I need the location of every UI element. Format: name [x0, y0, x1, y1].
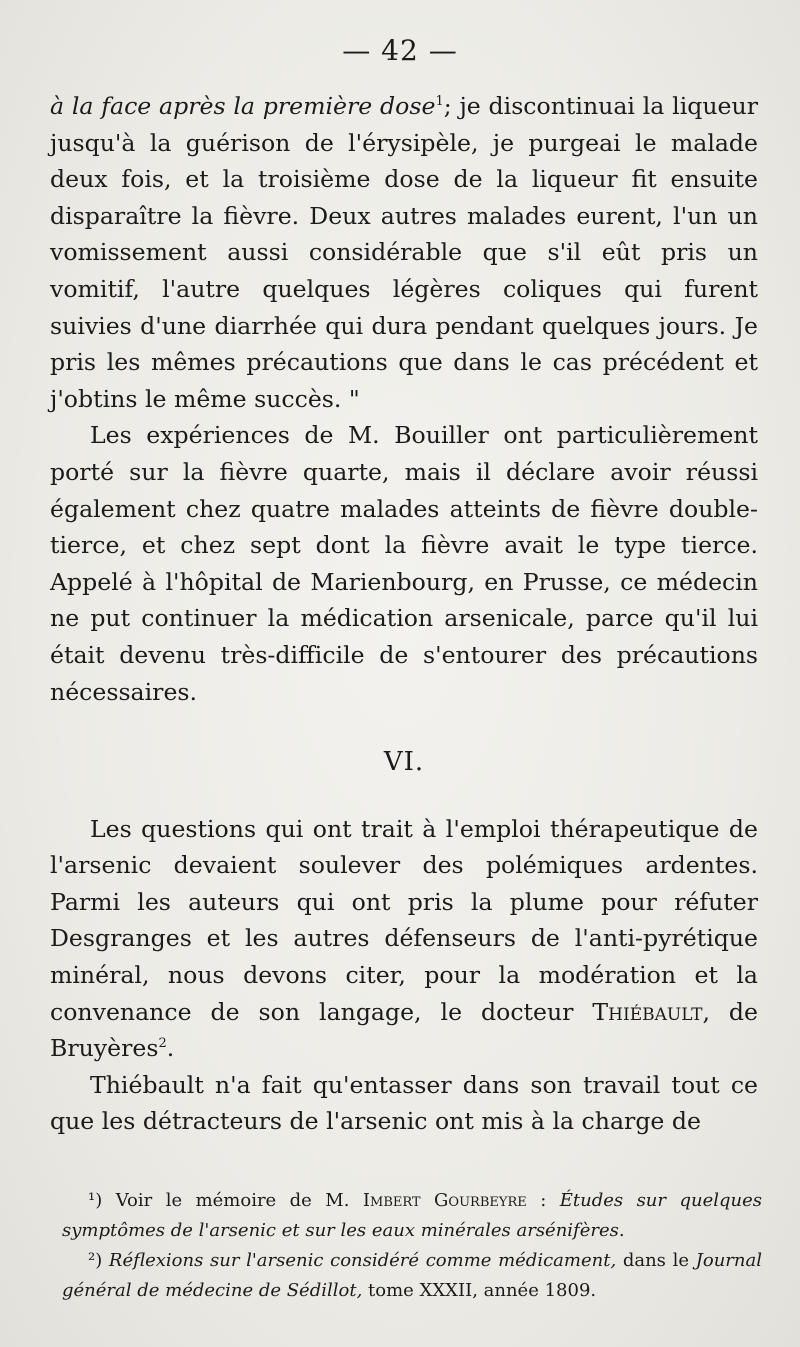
footnote-ref-1: 1	[435, 94, 444, 110]
paragraph-3-text: Les questions qui ont trait à l'emploi thérapeutique de l'arsenic devaient soulever des polémiques ardentes. Parmi les auteurs qui ont pris la plume pour réfuter Desgranges et les autres défenseurs de l'anti-pyrétique minéral, nous devons citer, pour la modération et la convenance de son langage, le docteur	[50, 814, 758, 1026]
paragraph-3-end: .	[166, 1034, 175, 1063]
footnote-2-text: dans le	[616, 1250, 696, 1271]
page-number: — 42 —	[342, 34, 458, 67]
footnote-2-journal: Journal général de médecine de Sédillot,	[62, 1250, 762, 1301]
paragraph-3-place: , de Bruyères	[50, 997, 758, 1063]
paragraph-4: Thiébault n'a fait qu'entasser dans son travail tout ce que les détracteurs de l'arsenic ont mis à la charge de	[50, 1070, 758, 1136]
section-heading: VI.	[383, 747, 425, 778]
footnote-1-marker: ¹)	[88, 1190, 103, 1211]
paragraph-1-text: ; je discontinuai la liqueur jusqu'à la guérison de l'érysipèle, je purgeai le malade deux fois, et la troisième dose de la liqueur fit ensuite disparaître la fièvre. Deux autres malades eurent, l'un un vomissement aussi considérable que s'il eût pris un vomitif, l'autre quelques légères coliques qui furent suivies d'une diarrhée qui dura pendant quelques jours. Je pris les mêmes précautions que dans le cas précédent et j'obtins le même succès. "	[50, 92, 758, 413]
footnote-2-marker: ²)	[88, 1250, 103, 1271]
footnote-1-colon: :	[526, 1190, 560, 1211]
main-text	[50, 88, 758, 1140]
footnote-ref-2: 2	[158, 1036, 167, 1052]
paragraph-3	[50, 811, 758, 1067]
italic-lead: à la face après la première dose	[50, 92, 436, 120]
footnotes	[62, 1186, 762, 1306]
footnote-2-end: tome XXXII, année 1809.	[362, 1280, 597, 1301]
footnote-1-title: Études sur quelques symptômes de l'arsenic et sur les eaux minérales arsénifères	[62, 1190, 762, 1241]
footnote-2-title: Réflexions sur l'arsenic considéré comme médicament,	[102, 1250, 617, 1271]
footnote-1-text: Voir le mémoire de M.	[102, 1190, 363, 1211]
author-name: Thiébault	[592, 997, 703, 1026]
footnote-1	[62, 1186, 762, 1246]
footnote-2	[62, 1246, 762, 1306]
footnote-1-end: .	[618, 1220, 625, 1241]
footnote-1-author: Imbert Gourbeyre	[362, 1190, 527, 1211]
paragraph-1	[50, 88, 758, 417]
paragraph-2: Les expériences de M. Bouiller ont particulièrement porté sur la fièvre quarte, mais il déclare avoir réussi également chez quatre malades atteints de fièvre double-tierce, et chez sept dont la fièvre avait le type tierce. Appelé à l'hôpital de Marienbourg, en Prusse, ce médecin ne put continuer la médication arsenicale, parce qu'il lui était devenu très-difficile de s'entourer des précautions nécessaires.	[50, 421, 758, 706]
